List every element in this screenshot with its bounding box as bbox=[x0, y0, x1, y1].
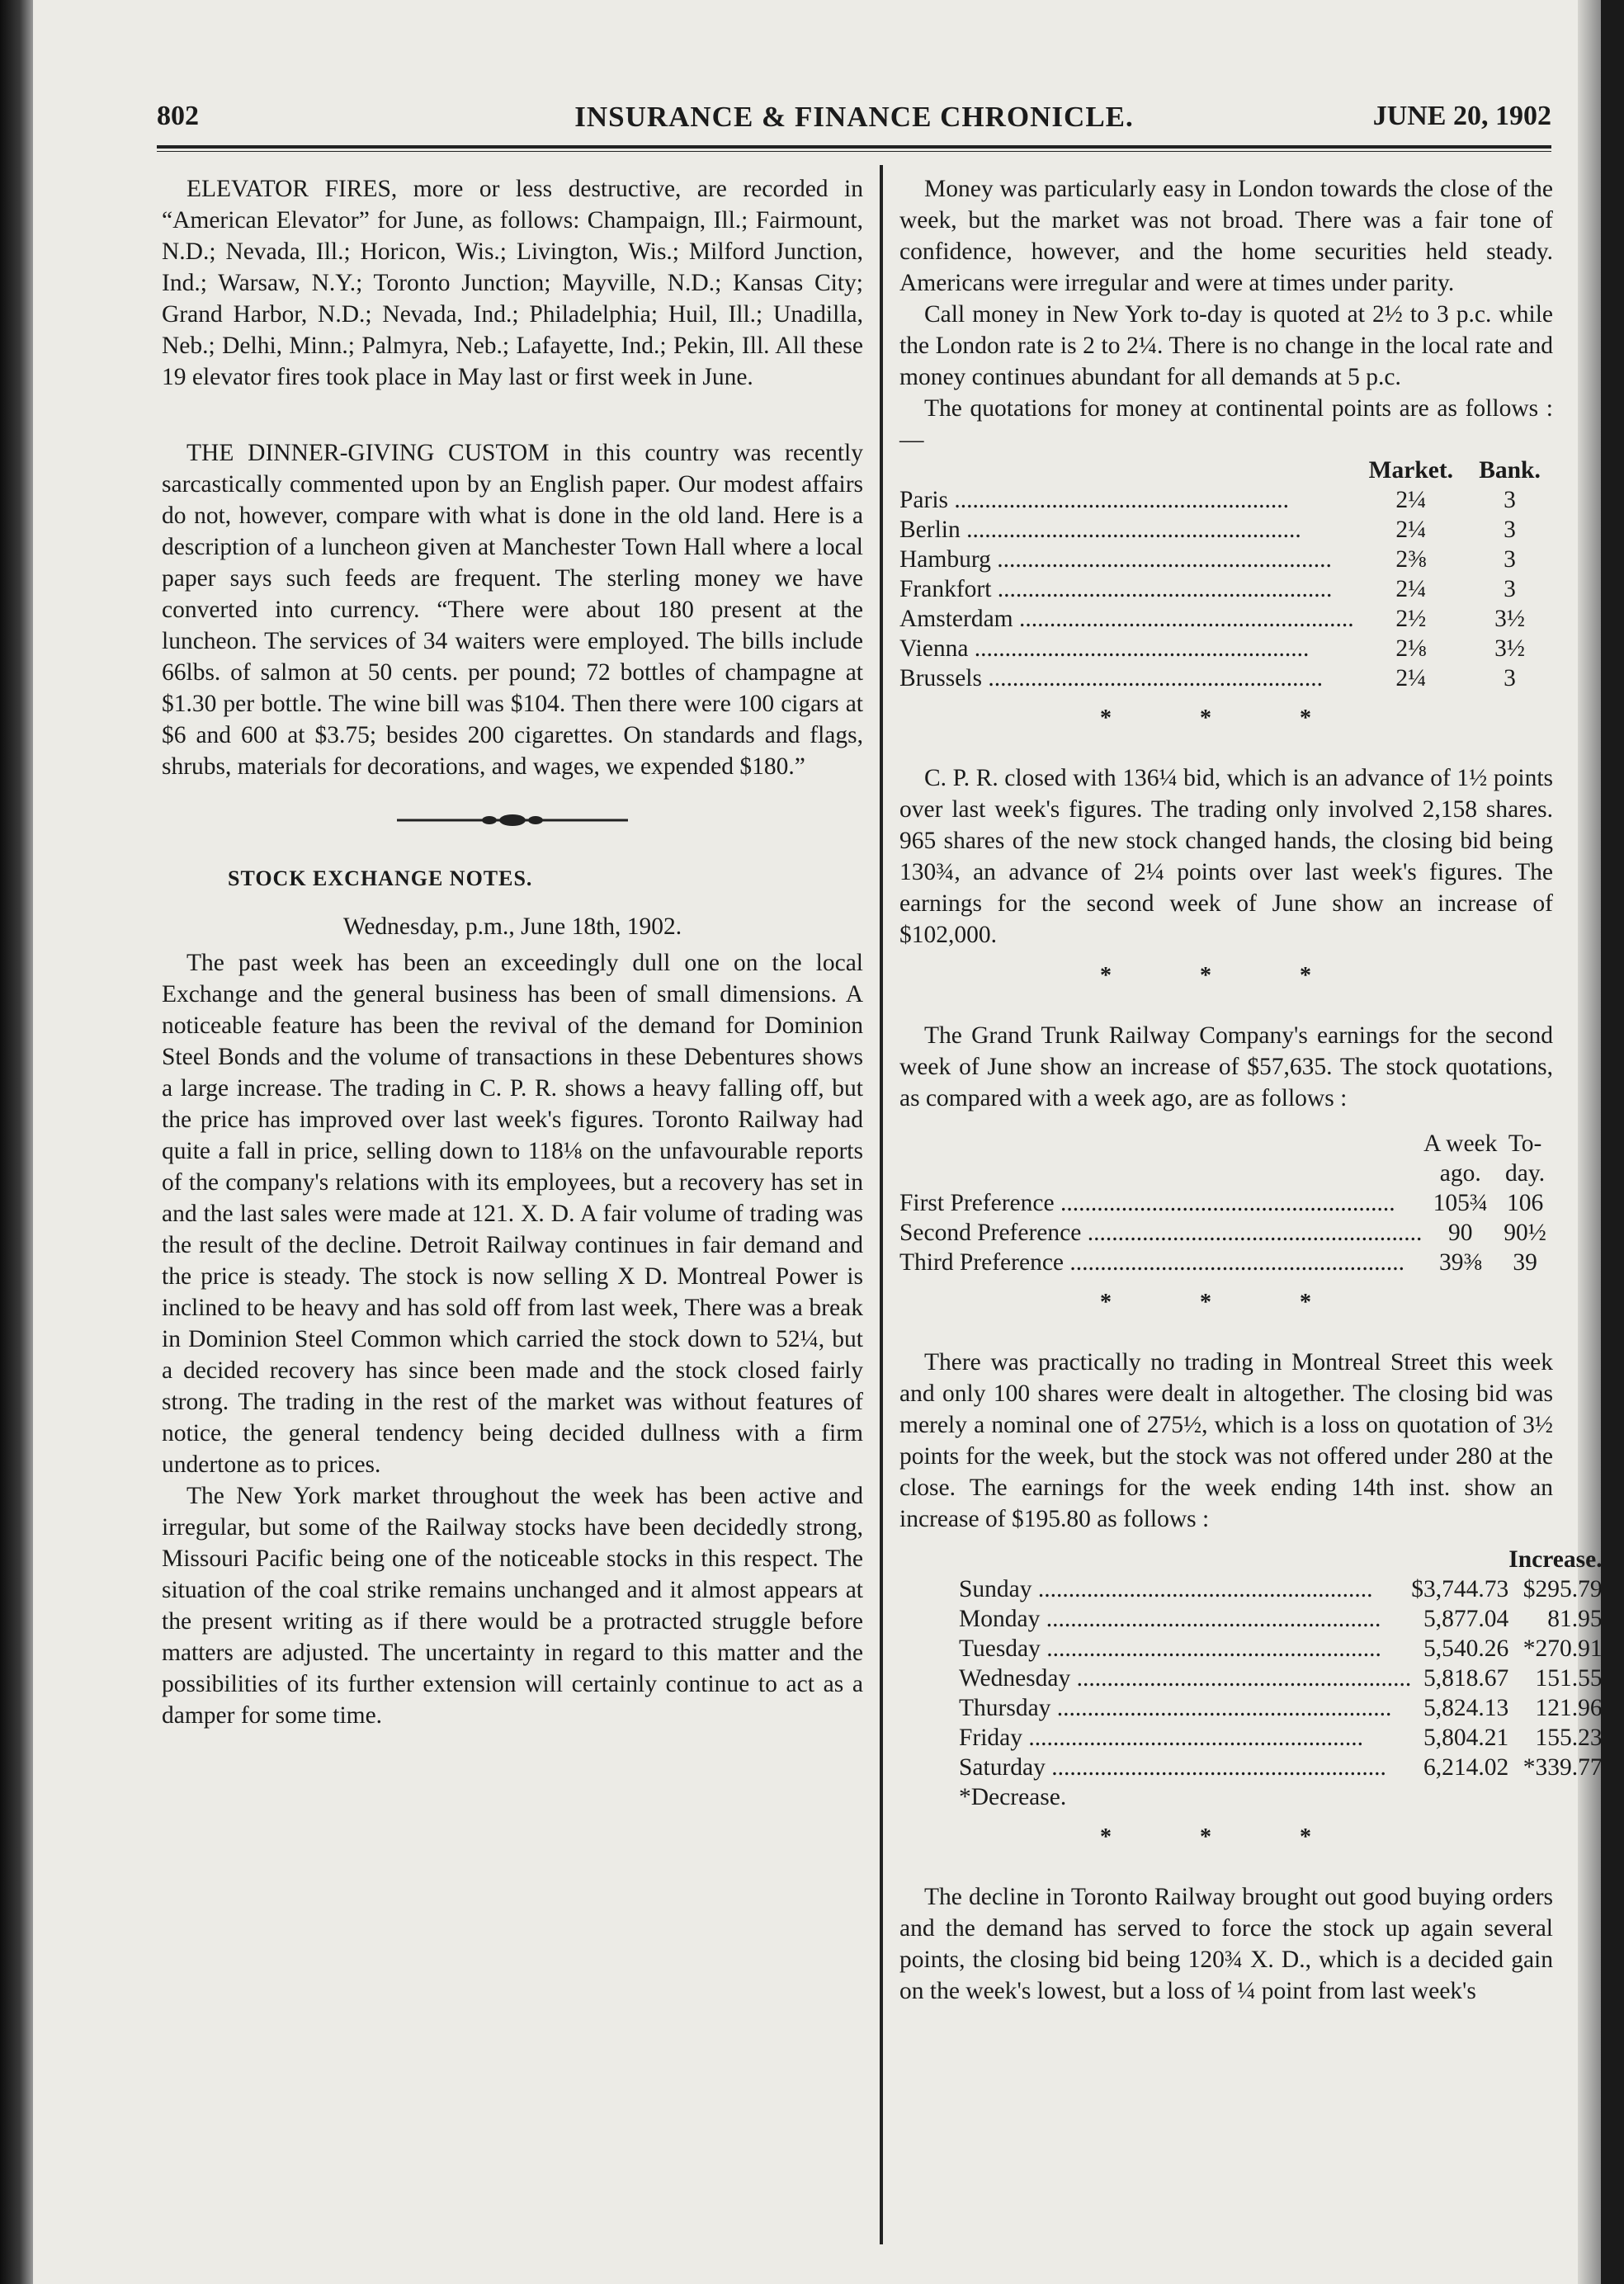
elevator-lead: ELEVATOR FIRES, bbox=[186, 176, 398, 202]
star-separator: * * * bbox=[1100, 705, 1353, 731]
table-row: First Preference ..... 105¾ 106 bbox=[899, 1188, 1551, 1218]
increase-header: Increase. bbox=[1508, 1546, 1603, 1573]
dinner-custom-paragraph bbox=[162, 437, 863, 782]
star-separator: * * * bbox=[1100, 1290, 1353, 1315]
star-separator: * * * bbox=[1100, 1824, 1353, 1850]
london-paragraph: Money was particularly easy in London towards the close of the week, but the market was not broad. There was a fair tone of confidence, however, and the home securities held steady. Americans were irregular and were at times under parity. bbox=[899, 176, 1553, 296]
elevator-text: more or less destructive, are recorded in “American Elevator” for June, as follows: Champaign, Ill.; Fairmount, N.D.; Nevada, Ill.; Horicon, Wis.; Livington, Wis.; Milford Junction, Ind.; Warsaw, N.Y.; Toronto Junction; Mayville, N.D.; Kansas City; Grand Harbor, N.D.; Nevada, Ind.; Philadelphia; Huil, Ill.; Unadilla, Neb.; Delhi, Minn.; Palmyra, Neb.; Lafayette, Ind.; Pekin, Ill. All these 19 elevator fires took place in May last or first week in June. bbox=[162, 176, 863, 390]
dinner-text: in this country was recently sarcastically commented upon by an English paper. Our modest affairs do not, however, compare with what is done in the old land. Here is a description of a luncheon given at Manchester Town Hall where a local paper says such feeds are frequent. The sterling money we have converted into currency. “There were about 180 present at the luncheon. The services of 34 waiters were employed. The bills include 66lbs. of salmon at 50 cents. per pound; 72 bottles of champagne at $1.30 per bottle. The wine bill was $104. Then there were 100 cigars at $6 and 600 at $3.75; besides 200 cigarettes. On standards and flags, shrubs, materials for decorations, and wages, we expended $180.” bbox=[162, 440, 863, 780]
local-exchange-paragraph: The past week has been an exceedingly dull one on the local Exchange and the general business has been of small dimensions. A noticeable feature has been the revival of the demand for Dominion Steel Bonds and the volume of transactions in these Debentures shows a large increase. The trading in C. P. R. shows a heavy falling off, but the price has improved over last week's figures. Toronto Railway had quite a fall in price, selling down to 118⅛ on the unfavourable reports of the company's relations with its employees, but a recovery has set in and the last sales were made at 121. X. D. A fair volume of trading was the result of the decline. Detroit Railway continues in fair demand and the price is steady. The stock is now selling X D. Montreal Power is inclined to be heavy and has sold off from last week, There was a break in Dominion Steel Common which carried the stock down to 52¼, but a decided recovery has since been made and the stock closed fairly strong. The trading in the rest of the market was without features of notice, the general tendency being decided dullness with a firm undertone as to prices. bbox=[162, 950, 863, 1478]
earnings-table bbox=[959, 1545, 1603, 1812]
table-row: Second Preference ..... 90 90½ bbox=[899, 1218, 1551, 1248]
market-header: Market. bbox=[1368, 457, 1454, 484]
header-rule bbox=[157, 145, 1551, 152]
decrease-footnote: *Decrease. bbox=[959, 1784, 1067, 1810]
table-row: Vienna ..... 2⅛ 3½ bbox=[899, 634, 1551, 663]
cpr-paragraph: C. P. R. closed with 136¼ bid, which is an advance of 1½ points over last week's figures. The trading only involved 2,158 shares. 965 shares of the new stock changed hands, the closing bid being 130¾, an advance of 2¼ points over last week's figures. The earnings for the second week of June show an increase of $102,000. bbox=[899, 765, 1553, 948]
dateline: Wednesday, p.m., June 18th, 1902. bbox=[342, 913, 682, 940]
right-column bbox=[899, 173, 1603, 2007]
new-york-paragraph: The New York market throughout the week has been active and irregular, but some of the Railway stocks have been decidedly strong, Missouri Pacific being one of the noticeable stocks in this respect. The situation of the coal strike remains unchanged and it almost appears at the present writing as if there would be a protracted struggle before matters are adjusted. The uncertainty in regard to this matter and the possibilities of its further extension will certainly continue to act as a damper for some time. bbox=[162, 1483, 863, 1729]
dinner-lead: THE DINNER-GIVING CUSTOM bbox=[186, 440, 550, 466]
book-binding bbox=[0, 0, 33, 2284]
money-rates-table bbox=[899, 455, 1551, 693]
page-number: 802 bbox=[157, 101, 199, 131]
table-row: Third Preference ..... 39⅜ 39 bbox=[899, 1248, 1551, 1277]
quotations-intro: The quotations for money at continental points are as follows :— bbox=[899, 395, 1553, 453]
table-row: Wednesday ..... 5,818.67 151.55 bbox=[959, 1663, 1603, 1693]
table-row: Brussels ..... 2¼ 3 bbox=[899, 663, 1551, 693]
left-column bbox=[162, 173, 863, 1731]
table-row: Friday ..... 5,804.21 155.23 bbox=[959, 1723, 1603, 1753]
page-edge bbox=[1578, 0, 1601, 2284]
table-row: Monday ..... 5,877.04 81.95 bbox=[959, 1604, 1603, 1634]
ornament-divider bbox=[162, 807, 863, 838]
montreal-street-paragraph: There was practically no trading in Montreal Street this week and only 100 shares were dealt in altogether. The closing bid was merely a nominal one of 275½, which is a loss on quotation of 3½ points for the week, but the stock was not offered under 280 at the close. The earnings for the week ending 14th inst. show an increase of $195.80 as follows : bbox=[899, 1349, 1553, 1532]
bank-header: Bank. bbox=[1479, 457, 1541, 484]
table-row: Thursday ..... 5,824.13 121.96 bbox=[959, 1693, 1603, 1723]
table-row: Hamburg ..... 2⅜ 3 bbox=[899, 545, 1551, 574]
week-ago-header: A week ago. bbox=[1423, 1130, 1498, 1187]
call-money-paragraph: Call money in New York to-day is quoted at 2½ to 3 p.c. while the London rate is 2 to 2¼. There is no change in the local rate and money continues abundant for all demands at 5 p.c. bbox=[899, 301, 1553, 390]
table-row: Paris ..... 2¼ 3 bbox=[899, 485, 1551, 515]
issue-date: JUNE 20, 1902 bbox=[1372, 101, 1551, 131]
table-row: Berlin ..... 2¼ 3 bbox=[899, 515, 1551, 545]
journal-title: INSURANCE & FINANCE CHRONICLE. bbox=[574, 101, 1134, 133]
table-row: Tuesday ..... 5,540.26 *270.91 bbox=[959, 1634, 1603, 1663]
grand-trunk-paragraph: The Grand Trunk Railway Company's earnings for the second week of June show an increase of $57,635. The stock quotations, as compared with a week ago, are as follows : bbox=[899, 1022, 1553, 1111]
running-header bbox=[157, 101, 1551, 142]
star-separator: * * * bbox=[1100, 963, 1353, 989]
table-row: Frankfort ..... 2¼ 3 bbox=[899, 574, 1551, 604]
section-title: STOCK EXCHANGE NOTES. bbox=[228, 866, 533, 890]
column-rule bbox=[880, 165, 883, 2244]
toronto-railway-paragraph: The decline in Toronto Railway brought out good buying orders and the demand has served to force the stock up again several points, the closing bid being 120¾ X. D., which is a decided gain on the week's lowest, but a loss of ¼ point from last week's bbox=[899, 1884, 1553, 2004]
table-row: Saturday ..... 6,214.02 *339.77 bbox=[959, 1753, 1603, 1782]
grand-trunk-table bbox=[899, 1129, 1551, 1277]
table-row: Amsterdam ..... 2½ 3½ bbox=[899, 604, 1551, 634]
today-header: To-day. bbox=[1505, 1130, 1546, 1187]
elevator-fires-paragraph bbox=[162, 173, 863, 393]
table-row: Sunday ..... $3,744.73 $295.79 bbox=[959, 1574, 1603, 1604]
